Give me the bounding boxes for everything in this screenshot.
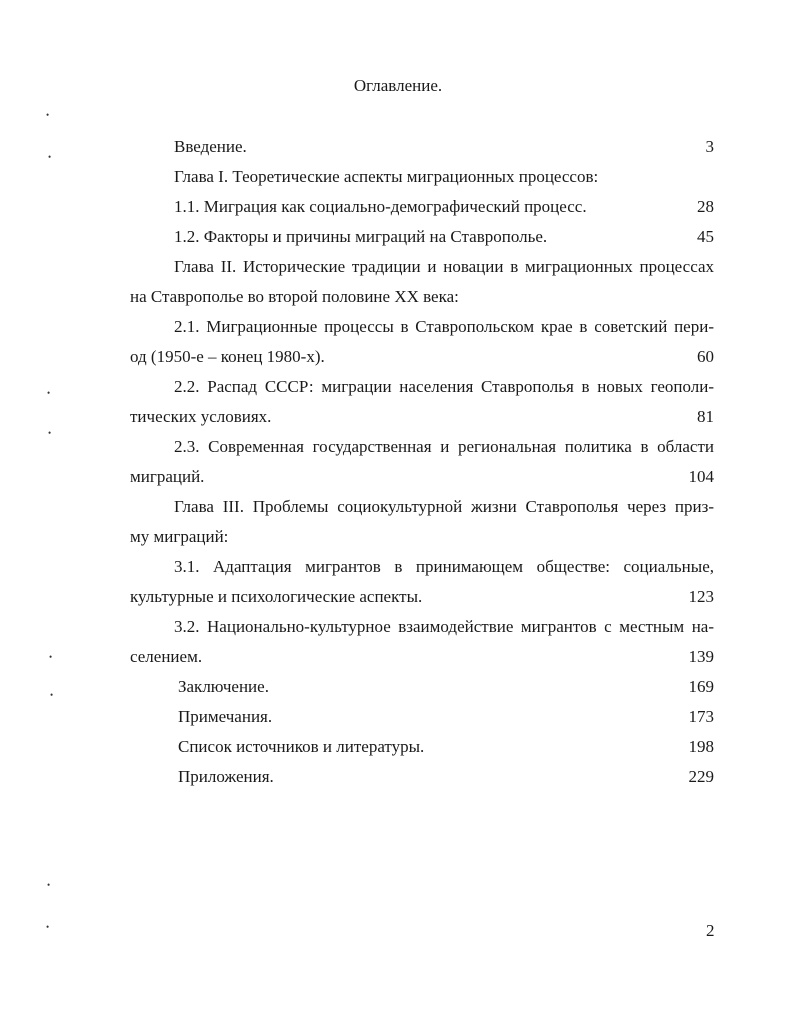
toc-entry-text: Список источников и литературы. xyxy=(178,737,425,756)
scan-speck: • xyxy=(46,110,50,120)
toc-chapter-1: Глава I. Теоретические аспекты миграционных процессов: xyxy=(174,167,599,186)
toc-entry-text: од (1950-е – конец 1980-х). xyxy=(130,347,325,366)
page-number: 2 xyxy=(706,921,715,940)
scan-speck: • xyxy=(47,880,51,890)
toc-entry-text: селением. xyxy=(130,647,203,666)
toc-title: Оглавление. xyxy=(353,76,443,95)
toc-chapter-3-line2: му миграций: xyxy=(130,527,229,546)
toc-entry-2-2-line1: 2.2. Распад СССР: миграции населения Ставрополья в новых геополи- xyxy=(174,377,714,396)
toc-entry-1-2 xyxy=(174,226,714,248)
toc-entry-page: 104 xyxy=(688,467,714,486)
toc-entry-page: 139 xyxy=(688,647,714,666)
toc-entry-text: Введение. xyxy=(174,137,247,156)
toc-entry-2-1-line1: 2.1. Миграционные процессы в Ставропольском крае в советский пери- xyxy=(174,317,714,336)
toc-entry-3-2-line1: 3.2. Национально-культурное взаимодействие мигрантов с местным на- xyxy=(174,617,714,636)
toc-entry-text: 1.2. Факторы и причины миграций на Ставрополье. xyxy=(174,227,548,246)
scan-speck: • xyxy=(48,152,52,162)
toc-entry-1-1 xyxy=(174,196,714,218)
toc-chapter-3-line1: Глава III. Проблемы социокультурной жизни Ставрополья через приз- xyxy=(174,497,714,516)
toc-chapter-2-line1: Глава II. Исторические традиции и новации в миграционных процессах xyxy=(174,257,714,276)
toc-entry-intro xyxy=(174,136,714,158)
toc-entry-text: тических условиях. xyxy=(130,407,272,426)
toc-entry-text: миграций. xyxy=(130,467,205,486)
toc-entry-text: Заключение. xyxy=(178,677,269,696)
scan-speck: • xyxy=(47,388,51,398)
toc-entry-page: 45 xyxy=(697,227,714,246)
toc-entry-page: 173 xyxy=(688,707,714,726)
toc-entry-3-1-line1: 3.1. Адаптация мигрантов в принимающем обществе: социальные, xyxy=(174,557,714,576)
toc-entry-page: 123 xyxy=(688,587,714,606)
toc-entry-page: 229 xyxy=(688,767,714,786)
toc-entry-appendix xyxy=(178,766,714,788)
toc-entry-page: 198 xyxy=(688,737,714,756)
toc-entry-3-2 xyxy=(130,646,714,668)
toc-entry-2-1 xyxy=(130,346,714,368)
toc-entry-page: 3 xyxy=(705,137,714,156)
toc-entry-page: 169 xyxy=(688,677,714,696)
toc-entry-conclusion xyxy=(178,676,714,698)
toc-entry-page: 60 xyxy=(697,347,714,366)
toc-entry-text: 1.1. Миграция как социально-демографический процесс. xyxy=(174,197,587,216)
toc-entry-2-3-line1: 2.3. Современная государственная и региональная политика в области xyxy=(174,437,714,456)
toc-entry-text: Примечания. xyxy=(178,707,273,726)
toc-entry-2-2 xyxy=(130,406,714,428)
toc-entry-page: 81 xyxy=(697,407,714,426)
toc-entry-sources xyxy=(178,736,714,758)
toc-entry-3-1 xyxy=(130,586,714,608)
scan-speck: • xyxy=(48,428,52,438)
toc-entry-text: культурные и психологические аспекты. xyxy=(130,587,423,606)
scan-speck: • xyxy=(50,690,54,700)
toc-entry-notes xyxy=(178,706,714,728)
scan-speck: • xyxy=(46,922,50,932)
toc-chapter-2-line2: на Ставрополье во второй половине XX века: xyxy=(130,287,459,306)
toc-entry-2-3 xyxy=(130,466,714,488)
toc-entry-text: Приложения. xyxy=(178,767,274,786)
toc-entry-page: 28 xyxy=(697,197,714,216)
scan-speck: • xyxy=(49,652,53,662)
